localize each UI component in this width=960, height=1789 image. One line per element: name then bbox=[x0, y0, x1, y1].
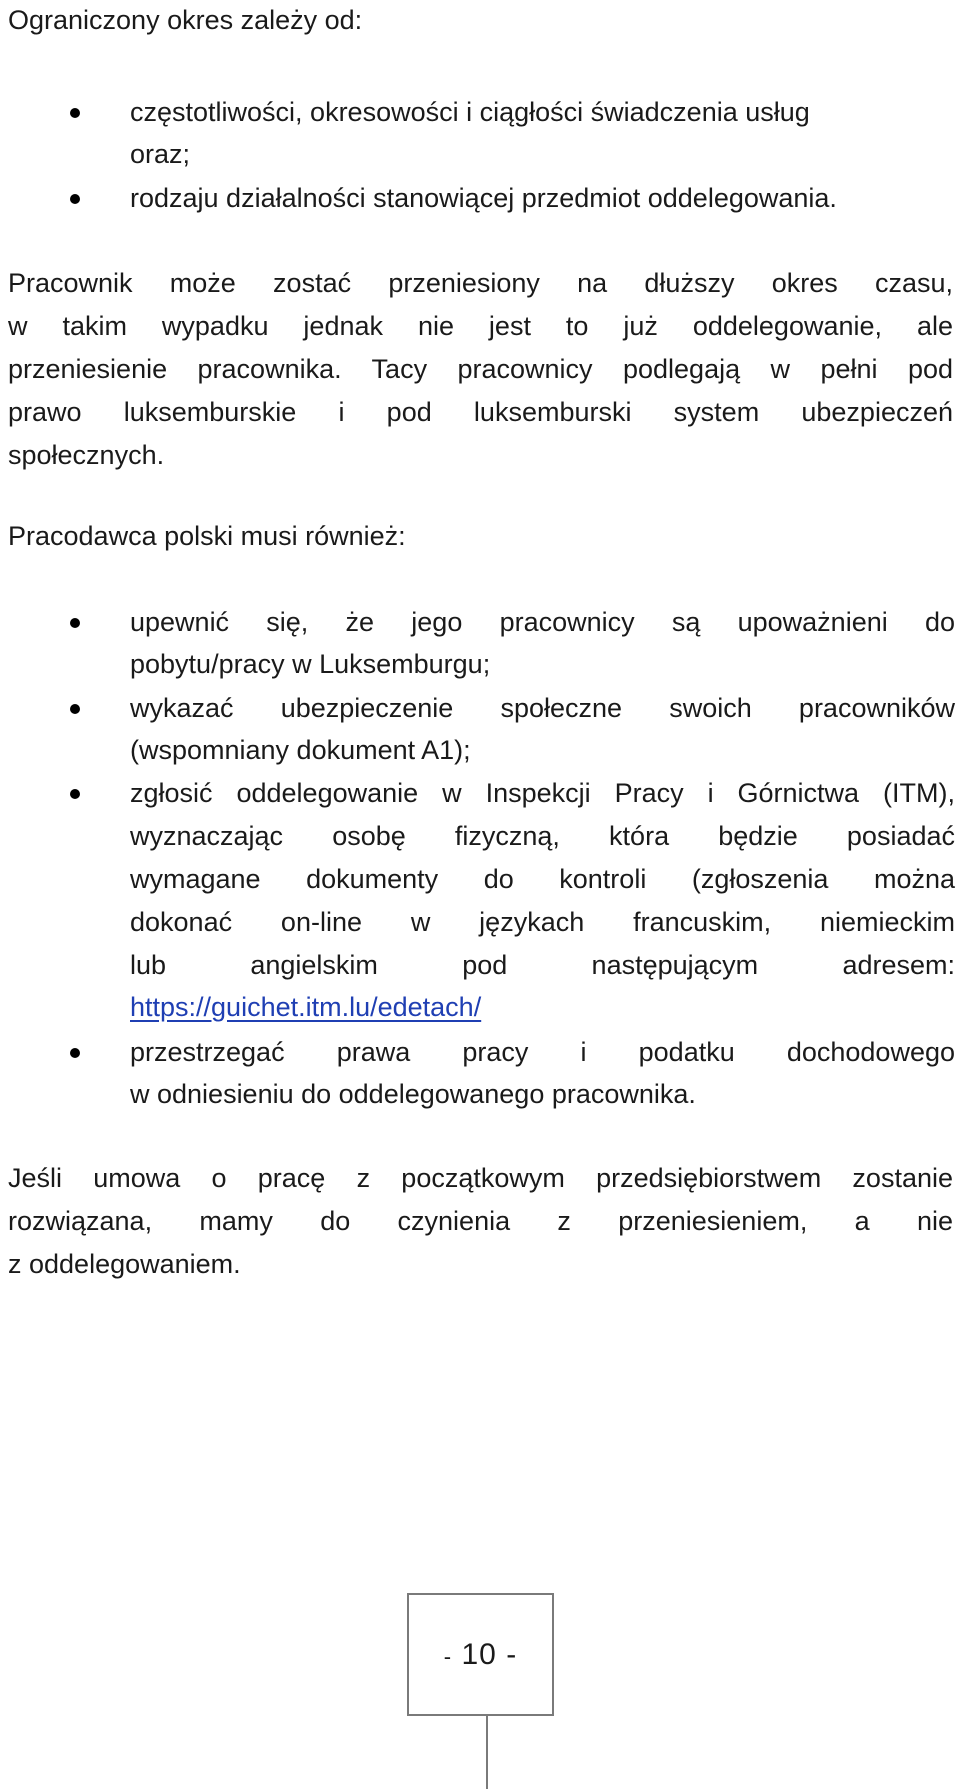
page-number-box bbox=[407, 1593, 554, 1716]
bullet-icon bbox=[70, 1048, 80, 1058]
list-item-line: (wspomniany dokument A1); bbox=[130, 735, 471, 765]
list-item-line: upewnić się, że jego pracownicy są upoważnieni do bbox=[130, 607, 955, 637]
bullet-icon bbox=[70, 704, 80, 714]
list-item-line: w odniesieniu do oddelegowanego pracownika. bbox=[130, 1079, 696, 1109]
list-item-line: wymagane dokumenty do kontroli (zgłoszenia można bbox=[130, 864, 955, 894]
list-item-line: lub angielskim pod następującym adresem: bbox=[130, 950, 955, 980]
page-number-dash-left: - bbox=[443, 1643, 453, 1669]
list-item-line: przestrzegać prawa pracy i podatku dochodowego bbox=[130, 1037, 955, 1067]
page-number-value: 10 bbox=[461, 1637, 497, 1671]
bullet-icon bbox=[70, 194, 80, 204]
bullet-icon bbox=[70, 789, 80, 799]
bullet-icon bbox=[70, 618, 80, 628]
intro-heading: Ograniczony okres zależy od: bbox=[8, 5, 363, 35]
paragraph-line: rozwiązana, mamy do czynienia z przeniesieniem, a nie bbox=[8, 1206, 953, 1236]
list-item-line: częstotliwości, okresowości i ciągłości świadczenia usług bbox=[130, 97, 810, 127]
list-item-line: pobytu/pracy w Luksemburgu; bbox=[130, 649, 491, 679]
footer-connector-line bbox=[486, 1716, 488, 1789]
bullet-icon bbox=[70, 108, 80, 118]
page-number-dash-right: - bbox=[506, 1637, 518, 1671]
paragraph-line: Jeśli umowa o pracę z początkowym przedsiębiorstwem zostanie bbox=[8, 1163, 953, 1193]
list-item-line: rodzaju działalności stanowiącej przedmiot oddelegowania. bbox=[130, 183, 837, 213]
list-item-line: zgłosić oddelegowanie w Inspekcji Pracy i Górnictwa (ITM), bbox=[130, 778, 955, 808]
page-number bbox=[444, 1638, 517, 1672]
list-item-line: dokonać on-line w językach francuskim, niemieckim bbox=[130, 907, 955, 937]
paragraph-line: prawo luksemburskie i pod luksemburski system ubezpieczeń bbox=[8, 397, 953, 427]
list-item-line: oraz; bbox=[130, 139, 191, 169]
paragraph-line: Pracownik może zostać przeniesiony na dłuższy okres czasu, bbox=[8, 268, 953, 298]
paragraph-line: z oddelegowaniem. bbox=[8, 1249, 241, 1279]
itm-registration-link[interactable]: https://guichet.itm.lu/edetach/ bbox=[130, 992, 482, 1022]
list-item-line: wyznaczając osobę fizyczną, która będzie posiadać bbox=[130, 821, 955, 851]
paragraph-line: w takim wypadku jednak nie jest to już oddelegowanie, ale bbox=[8, 311, 953, 341]
employer-heading: Pracodawca polski musi również: bbox=[8, 521, 406, 551]
paragraph-line: przeniesienie pracownika. Tacy pracownicy podlegają w pełni pod bbox=[8, 354, 953, 384]
paragraph-line: społecznych. bbox=[8, 440, 165, 470]
list-item-line: wykazać ubezpieczenie społeczne swoich pracowników bbox=[130, 693, 955, 723]
itm-link-line bbox=[130, 989, 481, 1029]
